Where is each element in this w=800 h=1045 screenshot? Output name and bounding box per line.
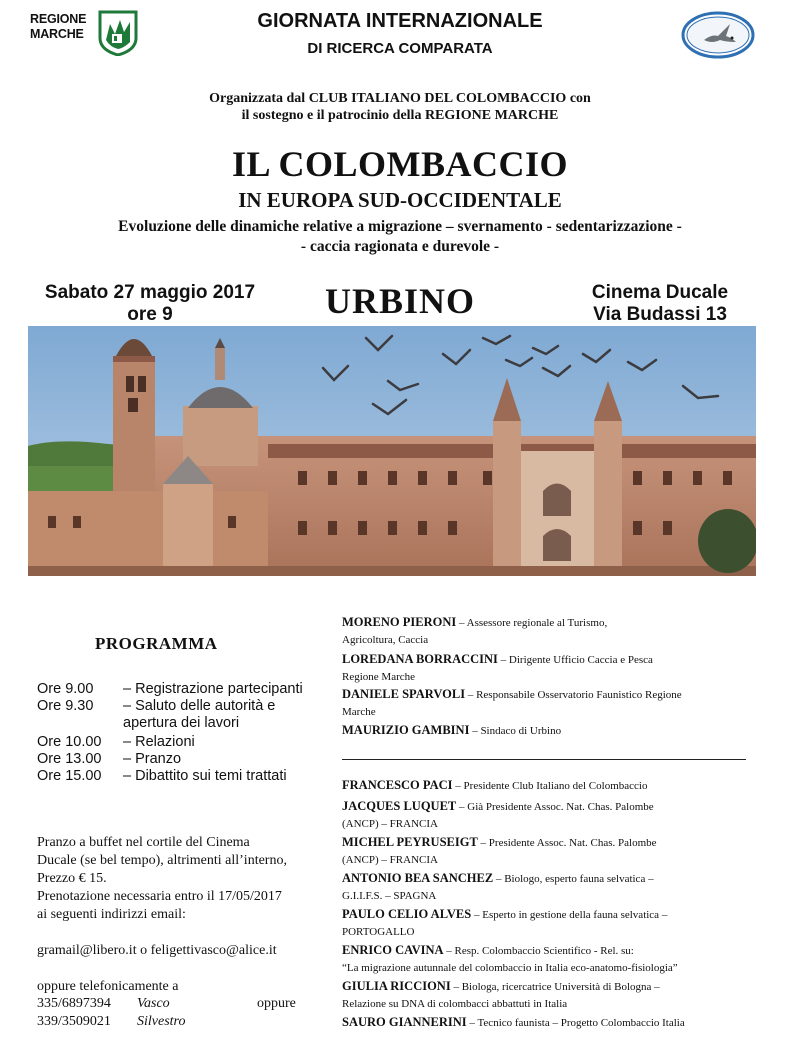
speaker-role-continued: “La migrazione autunnale del colombaccio in Italia eco-anatomo-fisiologia”	[342, 962, 678, 974]
schedule-time: Ore 15.00	[37, 768, 102, 784]
contact-name: Silvestro	[137, 1014, 186, 1029]
speaker-name: JACQUES LUQUET	[342, 799, 457, 813]
venue-address: Via Budassi 13	[593, 304, 727, 325]
speaker-role: – Sindaco di Urbino	[469, 725, 562, 737]
phone-extra: oppure	[257, 996, 296, 1011]
speaker-role: – Assessore regionale al Turismo,	[456, 617, 608, 629]
organizer-line-2: il sostegno e il patrocinio della REGIONE MARCHE	[241, 108, 559, 123]
speaker-role-continued: (ANCP) – FRANCIA	[342, 854, 438, 866]
phone-intro: oppure telefonicamente a	[37, 979, 179, 994]
speaker-name: DANIELE SPARVOLI	[342, 687, 466, 701]
speaker-role: – Esperto in gestione della fauna selvatica –	[471, 909, 668, 921]
speaker-role: – Resp. Colombaccio Scientifico - Rel. su:	[443, 945, 634, 957]
speaker-role-continued: G.I.I.F.S. – SPAGNA	[342, 890, 437, 902]
speaker-entry	[342, 777, 762, 795]
section-divider	[342, 759, 746, 760]
event-type-title: GIORNATA INTERNAZIONALE	[257, 10, 543, 32]
speaker-entry	[342, 651, 762, 686]
phone-number[interactable]: 335/6897394	[37, 996, 111, 1011]
schedule-item	[37, 734, 195, 751]
schedule-time: Ore 10.00	[37, 734, 102, 750]
schedule-time: Ore 9.00	[37, 681, 94, 697]
speaker-role: – Presidente Club Italiano del Colombaccio	[452, 780, 648, 792]
organizer-line-1: Organizzata dal CLUB ITALIANO DEL COLOMBACCIO con	[209, 91, 591, 106]
event-type-subtitle: DI RICERCA COMPARATA	[307, 40, 493, 57]
speaker-entry	[342, 870, 762, 905]
booking-deadline: Prenotazione necessaria entro il 17/05/2017	[37, 889, 282, 904]
urbino-ducal-palace-photo	[28, 326, 756, 576]
speaker-name: MORENO PIERONI	[342, 615, 457, 629]
schedule-item	[37, 768, 287, 785]
speaker-role-continued: PORTOGALLO	[342, 926, 415, 938]
schedule-time: Ore 9.30	[37, 698, 94, 714]
schedule-desc: – Relazioni	[123, 734, 195, 750]
main-title: IL COLOMBACCIO	[231, 144, 569, 184]
schedule-item	[37, 698, 275, 715]
contact-name: Vasco	[137, 996, 170, 1011]
speaker-entry	[342, 978, 762, 1013]
schedule-desc: – Pranzo	[123, 751, 182, 767]
speaker-entry	[342, 1014, 762, 1032]
lunch-info-line-2: Ducale (se bel tempo), altrimenti all’interno,	[37, 853, 287, 868]
programma-heading: PROGRAMMA	[95, 634, 218, 653]
speaker-role-continued: Marche	[342, 706, 376, 718]
speaker-entry	[342, 614, 762, 649]
speaker-name: GIULIA RICCIONI	[342, 979, 451, 993]
speaker-role: – Presidente Assoc. Nat. Chas. Palombe	[477, 837, 657, 849]
speaker-name: LOREDANA BORRACCINI	[342, 652, 498, 666]
speaker-entry	[342, 942, 762, 977]
speaker-name: PAULO CELIO ALVES	[342, 907, 472, 921]
event-date: Sabato 27 maggio 2017	[44, 282, 256, 303]
contact-emails[interactable]: gramail@libero.it o feligettivasco@alice.it	[37, 943, 277, 958]
speaker-role: – Biologo, esperto fauna selvatica –	[493, 873, 654, 885]
speaker-role: – Tecnico faunista – Progetto Colombaccio Italia	[466, 1017, 685, 1029]
schedule-item	[37, 681, 303, 698]
speaker-entry	[342, 834, 762, 869]
pigeon-oval-logo-icon	[680, 10, 756, 60]
event-time: ore 9	[127, 304, 173, 325]
logo-text-line1: REGIONE	[30, 12, 87, 26]
schedule-desc: – Saluto delle autorità e	[123, 698, 276, 714]
schedule-desc-continued: apertura dei lavori	[123, 715, 240, 731]
schedule-item	[37, 751, 181, 768]
speaker-name: SAURO GIANNERINI	[342, 1015, 467, 1029]
speaker-name: MAURIZIO GAMBINI	[342, 723, 470, 737]
logo-text-line2: MARCHE	[30, 27, 84, 41]
phone-contact	[37, 996, 296, 1012]
speaker-name: MICHEL PEYRUSEIGT	[342, 835, 478, 849]
price: Prezzo € 15.	[37, 871, 107, 886]
subtitle: IN EUROPA SUD-OCCIDENTALE	[238, 188, 562, 212]
speaker-entry	[342, 906, 762, 941]
speaker-name: FRANCESCO PACI	[342, 778, 453, 792]
speaker-role-continued: Regione Marche	[342, 671, 415, 683]
speaker-name: ANTONIO BEA SANCHEZ	[342, 871, 494, 885]
schedule-desc: – Dibattito sui temi trattati	[123, 768, 287, 784]
speaker-role-continued: Agricoltura, Caccia	[342, 634, 429, 646]
speaker-entry	[342, 686, 762, 721]
description-line-1: Evoluzione delle dinamiche relative a migrazione – svernamento - sedentarizzazione -	[118, 218, 682, 235]
schedule-time: Ore 13.00	[37, 751, 102, 767]
speaker-name: ENRICO CAVINA	[342, 943, 444, 957]
event-city: URBINO	[324, 281, 476, 321]
email-intro: ai seguenti indirizzi email:	[37, 907, 186, 922]
venue-name: Cinema Ducale	[591, 282, 729, 303]
speaker-role: – Biologa, ricercatrice Università di Bologna –	[450, 981, 660, 993]
speaker-role-continued: (ANCP) – FRANCIA	[342, 818, 438, 830]
speaker-role: – Dirigente Ufficio Caccia e Pesca	[497, 654, 653, 666]
phone-contact	[37, 1014, 257, 1030]
speaker-role: – Responsabile Osservatorio Faunistico Regione	[465, 689, 682, 701]
schedule-desc: – Registrazione partecipanti	[123, 681, 303, 697]
speaker-role: – Già Presidente Assoc. Nat. Chas. Palombe	[456, 801, 654, 813]
speaker-entry	[342, 798, 762, 833]
phone-number[interactable]: 339/3509021	[37, 1014, 111, 1029]
speaker-entry	[342, 722, 762, 740]
speaker-role-continued: Relazione su DNA di colombacci abbattuti in Italia	[342, 998, 568, 1010]
description-line-2: - caccia ragionata e durevole -	[300, 238, 500, 255]
lunch-info-line-1: Pranzo a buffet nel cortile del Cinema	[37, 835, 250, 850]
